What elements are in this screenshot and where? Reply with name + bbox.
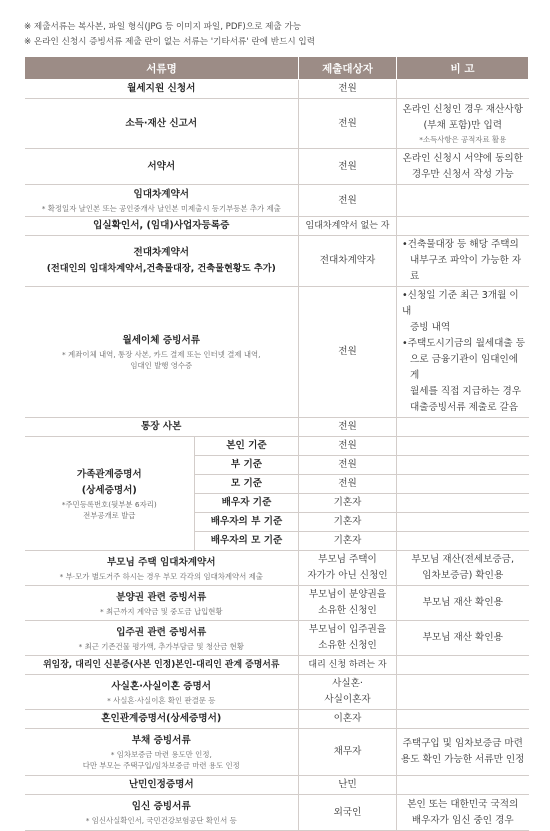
- note-line: ※ 제출서류는 복사본, 파일 형식(JPG 등 이미지 파일, PDF)으로 제출 가능: [24, 22, 302, 32]
- header-remarks: 비 고: [397, 57, 529, 80]
- submitter: 난민: [299, 776, 397, 795]
- doc-sub: * 임신사실확인서, 국민건강보험공단 확인서 등: [85, 816, 237, 825]
- doc-sub: * 임차보증금 마련 용도만 인정,: [110, 750, 212, 759]
- doc-name: [25, 621, 299, 656]
- doc-name: 위임장, 대리인 신분증(사본 인정)본인-대리인 관계 증명서류: [25, 656, 299, 675]
- doc-name: [25, 551, 299, 586]
- doc-name: 소득·재산 신고서: [25, 99, 299, 149]
- doc-name: 입실확인서, (임대)사업자등록증: [25, 217, 299, 236]
- doc-name: 월세지원 신청서: [25, 80, 299, 99]
- remark-line: 증빙 내역: [410, 322, 451, 333]
- table-row: [25, 776, 529, 795]
- remark-line: 월세를 직접 지급하는 경우: [410, 386, 522, 397]
- table-row: [25, 236, 529, 287]
- remarks: [397, 532, 529, 551]
- submitter: 전원: [299, 149, 397, 185]
- family-basis: 배우자 기준: [195, 494, 299, 513]
- doc-title: 부채 증빙서류: [131, 735, 191, 746]
- doc-sub: * 사실혼·사실이혼 확인 판결문 등: [107, 695, 216, 705]
- submitter-line: 부모님 주택이: [318, 554, 377, 565]
- table-row: [25, 149, 529, 185]
- table-row: [25, 80, 529, 99]
- doc-name: 통장 사본: [25, 418, 299, 437]
- doc-title-2: (상세증명서): [81, 484, 137, 496]
- doc-name: [25, 236, 299, 287]
- submitter-line: 소유한 신청인: [318, 640, 377, 651]
- doc-title: 월세이체 증빙서류: [122, 335, 200, 346]
- family-basis: 본인 기준: [195, 437, 299, 456]
- remarks: [397, 494, 529, 513]
- remarks: [397, 675, 529, 710]
- submitter: 전원: [299, 287, 397, 418]
- remark-line: 임차보증금) 확인용: [422, 570, 504, 581]
- table-row: [25, 99, 529, 149]
- submitter: 전원: [299, 418, 397, 437]
- header-submitter: 제출대상자: [299, 57, 397, 80]
- table-row: [25, 675, 529, 710]
- remarks: [397, 475, 529, 494]
- remarks: [397, 710, 529, 729]
- submitter: 전원: [299, 185, 397, 217]
- family-basis: 부 기준: [195, 456, 299, 475]
- note-line: ※ 온라인 신청시 증빙서류 제출 란이 없는 서류는 '기타서류' 란에 반드시 입력: [24, 37, 316, 47]
- remark-line: • 주택도시기금의 월세대출 등: [402, 336, 527, 352]
- remark-line: • 건축물대장 등 해당 주택의: [402, 237, 527, 253]
- remarks: [397, 287, 529, 418]
- doc-title: 임대차계약서: [133, 189, 190, 200]
- doc-title: 입주권 관련 증빙서류: [116, 626, 207, 638]
- table-row: [25, 217, 529, 236]
- submitter: 임대차계약서 없는 자: [299, 217, 397, 236]
- doc-sub: 임대인 발행 영수증: [130, 361, 193, 370]
- remarks: [397, 149, 529, 185]
- submitter: 이혼자: [299, 710, 397, 729]
- remark-line: • 신청일 기준 최근 3개월 이내: [402, 288, 527, 320]
- doc-sub: * 계좌이체 내역, 통장 사본, 카드 결제 또는 인터넷 결제 내역,: [62, 350, 261, 359]
- doc-name: [25, 586, 299, 621]
- remark-line: 부모님 재산(전세보증금,: [411, 554, 515, 565]
- remarks: [397, 236, 529, 287]
- remarks: [397, 513, 529, 532]
- submitter: 전원: [299, 99, 397, 149]
- submitter: 전원: [299, 80, 397, 99]
- remark-sub: *소득사항은 공적자료 활용: [419, 135, 507, 144]
- table-row: [25, 656, 529, 675]
- submitter: 기혼자: [299, 513, 397, 532]
- remarks: [397, 437, 529, 456]
- doc-title-2: (전대인의 임대차계약서,건축물대장, 건축물현황도 추가): [46, 263, 276, 274]
- remarks: [397, 551, 529, 586]
- remark-line: 내부구조 파악이 가능한 자료: [410, 255, 522, 282]
- doc-sub: * 부·모가 별도거주 하시는 경우 부모 각각의 임대차계약서 제출: [59, 571, 263, 581]
- remark-line: 배우자가 임신 중인 경우: [411, 814, 514, 826]
- submitter: 외국인: [299, 795, 397, 831]
- remarks: [397, 217, 529, 236]
- submitter: 기혼자: [299, 494, 397, 513]
- remarks: [397, 456, 529, 475]
- remark-line: (부채 포함)만 입력: [423, 120, 502, 131]
- family-basis: 모 기준: [195, 475, 299, 494]
- submitter: 기혼자: [299, 532, 397, 551]
- submitter-line: 부모님이 분양권을: [308, 589, 387, 600]
- doc-name: [25, 287, 299, 418]
- doc-name: [25, 437, 195, 551]
- submitter: 전원: [299, 456, 397, 475]
- submitter: [299, 621, 397, 656]
- doc-name: [25, 729, 299, 776]
- doc-sub: 전부공개로 발급: [83, 510, 136, 520]
- header-doc: 서류명: [25, 57, 299, 80]
- submitter: [299, 551, 397, 586]
- remarks: 부모님 재산 확인용: [397, 621, 529, 656]
- family-basis: 배우자의 모 기준: [195, 532, 299, 551]
- table-row: [25, 185, 529, 217]
- notes: [24, 20, 315, 50]
- remarks: 부모님 재산 확인용: [397, 586, 529, 621]
- submitter: 전대차계약자: [299, 236, 397, 287]
- remarks: [397, 729, 529, 776]
- submitter-line: 소유한 신청인: [318, 605, 377, 616]
- table-row: [25, 710, 529, 729]
- doc-sub: * 확정일자 날인본 또는 공인중개사 날인본 미제출시 등기부등본 추가 제출: [41, 204, 281, 213]
- remark-line: 온라인 신청인 경우 재산사항: [402, 104, 523, 115]
- remarks: [397, 80, 529, 99]
- remark-line: 경우만 신청서 작성 가능: [411, 168, 514, 180]
- remarks: [397, 185, 529, 217]
- doc-sub: * 최근까지 계약금 및 중도금 납입현황: [99, 606, 223, 616]
- submitter: 대리 신청 하려는 자: [299, 656, 397, 675]
- remark-line: 대출증빙서류 제출로 갈음: [410, 402, 519, 413]
- remark-line: 주택구입 및 임차보증금 마련: [402, 738, 523, 749]
- doc-name: 서약서: [25, 149, 299, 185]
- submitter: [299, 586, 397, 621]
- doc-title: 부모님 주택 임대차계약서: [106, 556, 216, 568]
- doc-title: 사실혼·사실이혼 증명서: [111, 680, 212, 692]
- table-row: [25, 437, 529, 456]
- remark-line: 본인 또는 대한민국 국적의: [407, 798, 519, 810]
- table-row: [25, 287, 529, 418]
- remarks: [397, 99, 529, 149]
- submitter-line: 사실혼·: [332, 678, 363, 689]
- remarks: [397, 418, 529, 437]
- table-row: [25, 795, 529, 831]
- family-basis: 배우자의 부 기준: [195, 513, 299, 532]
- doc-name: [25, 185, 299, 217]
- table-row: [25, 586, 529, 621]
- remark-line: 으로 금융기관이 임대인에게: [410, 354, 519, 381]
- doc-name: [25, 795, 299, 831]
- submitter: 채무자: [299, 729, 397, 776]
- doc-title: 전대차계약서: [133, 247, 190, 258]
- remarks: [397, 795, 529, 831]
- table-row: [25, 621, 529, 656]
- remarks: [397, 656, 529, 675]
- document-table: [24, 56, 529, 831]
- doc-sub: *주민등록번호(뒷부분 6자리): [61, 499, 157, 509]
- remark-line: 온라인 신청시 서약에 동의한: [402, 152, 523, 164]
- submitter-line: 부모님이 입주권을: [308, 624, 387, 635]
- table-row: [25, 551, 529, 586]
- doc-name: [25, 675, 299, 710]
- table-row: [25, 729, 529, 776]
- doc-title: 분양권 관련 증빙서류: [116, 591, 207, 603]
- doc-name: 혼인관계증명서(상세증명서): [25, 710, 299, 729]
- doc-sub: * 최근 기존건물 평가액, 추가부담금 및 청산금 현황: [78, 641, 244, 651]
- doc-title: 가족관계증명서: [76, 468, 142, 480]
- table-row: [25, 418, 529, 437]
- remark-line: 용도 확인 가능한 서류만 인정: [401, 754, 525, 765]
- submitter: 전원: [299, 475, 397, 494]
- submitter-line: 자가가 아닌 신청인: [307, 570, 388, 581]
- doc-name: 난민인정증명서: [25, 776, 299, 795]
- doc-title: 임신 증빙서류: [131, 801, 191, 812]
- submitter: [299, 675, 397, 710]
- submitter-line: 사실이혼자: [324, 694, 371, 705]
- submitter: 전원: [299, 437, 397, 456]
- header-row: [25, 57, 529, 80]
- remarks: [397, 776, 529, 795]
- doc-sub: 다만 부모는 주택구입/임차보증금 마련 용도 인정: [82, 761, 240, 770]
